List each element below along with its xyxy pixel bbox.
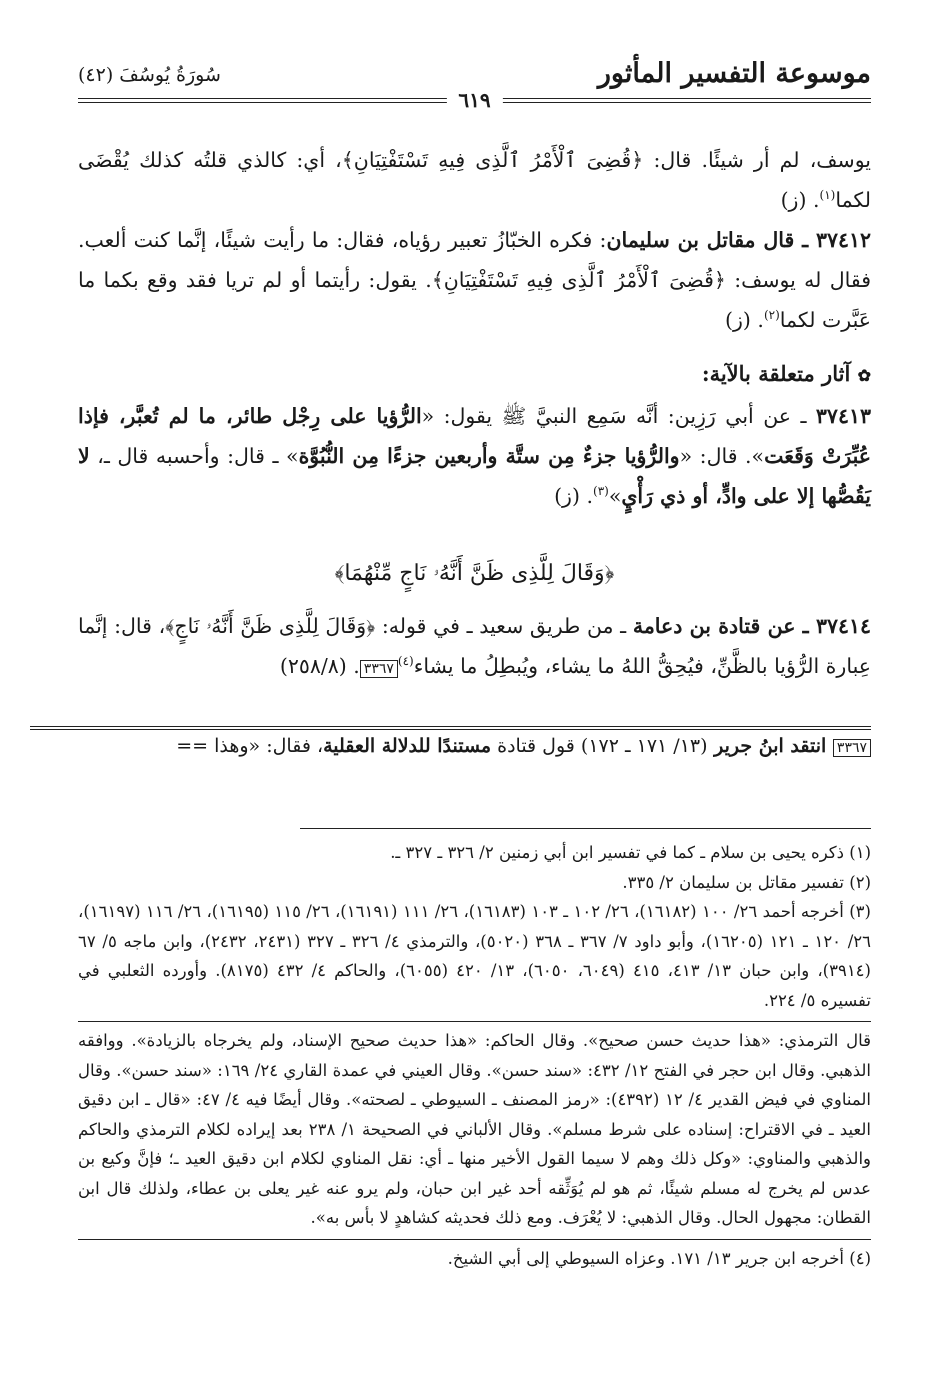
hadith-text: لا يَقُصُّها إلا على وادٍّ، أو ذي رَأْيٍ — [78, 444, 871, 508]
text: ـ من طريق سعيد ـ في قوله: — [375, 614, 633, 638]
source-tag: . (ز) — [554, 484, 593, 508]
commentary-text: (١٣/ ١٧١ ـ ١٧٢) قول قتادة — [491, 735, 708, 757]
heading-text: آثار متعلقة بالآية: — [701, 361, 851, 386]
footnote-3-grading: قال الترمذي: «هذا حديث حسن صحيح». وقال الحاكم: «هذا حديث صحيح الإسناد، ولم يخرجاه بالزيادة». ووافقه الذهبي. وقال ابن حجر في الفتح ١٢/ ٤٣٢: «سند حسن». وقال العيني في عمدة القاري ٢٤/ ١٦٩: «سند حسن». وقال المناوي في فيض القدير ٤/ ١٢ (٤٣٩٢): «رمز المصنف ـ السيوطي ـ لصحته». وقال أيضًا فيه ٤/ ٤٧: «قال ـ ابن دقيق العيد ـ في الاقتراح: إسناده على شرط مسلم». وقال الألباني في الصحيحة ١/ ٢٣٨ بعد إيراده لكلام الترمذي والحاكم والذهبي والمناوي: «وكل ذلك وهم لا سيما القول الأخير منها ـ أي: نقل المناوي لكلام ابن دقيق العيد ـ؛ فإنَّ وكيع بن عدس لم يخرج له مسلم شيئًا، ثم هو لم يُوَثِّقه أحد غير ابن حبان، ولم يرو عنه غير يعلى بن عطاء، ولذلك قال ابن القطان: مجهول الحال. وقال الذهبي: لا يُعْرَف. ومع ذلك فحديثه كشاهدٍ لا بأس به». — [78, 1031, 872, 1227]
section-heading — [78, 354, 871, 396]
commentary — [18, 735, 871, 757]
book-title: موسوعة التفسير المأثور — [597, 58, 871, 89]
commentary-emphasis: مستندًا للدلالة العقلية — [323, 735, 492, 757]
text: : فكره الخبّازُ تعبير رؤياه، فقال: ما رأيت شيئًا، إنَّما كنت ألعب. فقال له يوسف: — [78, 228, 872, 292]
main-text — [78, 140, 871, 689]
text: . يقول: رأيتما أو لم تريا فقد وقع بكما ما عَبَّرت لكما — [78, 268, 871, 332]
text: » — [608, 484, 622, 508]
paragraph-37414 — [78, 606, 871, 689]
footnote-ref-4[interactable]: (٤) — [397, 654, 414, 669]
narrator: ـ عن قتادة بن دعامة — [632, 614, 816, 638]
footnote-4: (٤) أخرجه ابن جرير ١٣/ ١٧١. وعزاه السيوطي إلى أبي الشيخ. — [447, 1248, 871, 1268]
paragraph-37413 — [78, 396, 871, 516]
text: ، قال: إنَّما عِبارة الرُّؤيا بالظَّنِّ، فيُحِقُّ اللهُ ما يشاء، ويُبطِلُ ما يشاء — [78, 614, 871, 678]
footnote-3: (٣) أخرجه أحمد ٢٦/ ١٠٠ (١٦١٨٢)، ٢٦/ ١٠٢ ـ ١٠٣ (١٦١٨٣)، ٢٦/ ١١١ (١٦١٩١)، ٢٦/ ١١٥ (١٦١٩٥)، ٢٦/ ١١٦ (١٦١٩٧)، ٢٦/ ١٢٠ ـ ١٢١ (١٦٢٠٥)، وأبو داود ٧/ ٣٦٧ ـ ٣٦٨ (٥٠٢٠)، والترمذي ٤/ ٣٢٦ ـ ٣٢٧ (٢٤٣١، ٢٤٣٢)، وابن ماجه ٥/ ٦٧ (٣٩١٤)، وابن حبان ١٣/ ٤١٣، ٤١٥ (٦٠٤٩، ٦٠٥٠)، ١٣/ ٤٢٠ (٦٠٥٥)، والحاكم ٤/ ٤٣٢ (٨١٧٥). وأورده الثعلبي في تفسيره ٥/ ٢٢٤. — [78, 902, 871, 1010]
footnote-divider — [78, 1239, 871, 1240]
paragraph-37412 — [78, 220, 871, 340]
footnote-1: (١) ذكره يحيى بن سلام ـ كما في تفسير ابن أبي زمنين ٢/ ٣٢٦ ـ ٣٢٧ ـ. — [390, 843, 871, 862]
hadith-text: الرُّؤيا على رِجْل طائر، ما لم تُعبَّر، فإذا عُبِّرَتْ وَقَعَت — [78, 404, 871, 468]
flower-ornament-icon: ✿ — [857, 366, 871, 385]
commentary-tail: ، فقال: «وهذا == — [176, 735, 324, 757]
commentary-box[interactable]: ٣٣٦٧ — [833, 739, 871, 757]
quran-verse: ﴿قُضِىَ ٱلْأَمْرُ ٱلَّذِى فِيهِ تَسْتَفْتِيَانِ﴾ — [431, 268, 726, 292]
commentary-ref-box[interactable]: ٣٣٦٧ — [360, 660, 398, 678]
text: » ـ قال: وأحسبه قال ـ، — [89, 444, 299, 468]
footnotes — [78, 838, 871, 1273]
hadith-text: والرُّؤيا جزءٌ مِن ستَّة وأربعين جزءًا مِن النُّبُوَّة — [298, 444, 680, 468]
text: ». قال: « — [679, 444, 765, 468]
footnote-divider — [78, 1021, 871, 1022]
footnote-ref-2[interactable]: (٢) — [763, 308, 780, 323]
surah-label: سُورَةُ يُوسُفَ (٤٢) — [78, 64, 221, 86]
commentary-rule — [30, 726, 871, 730]
text: ، أي: كالذي قلتُه كذلك يُقْضَى لكما — [78, 148, 871, 212]
footnote-rule — [300, 828, 871, 829]
entry-number: ٣٧٤١٢ — [815, 228, 871, 252]
text: يوسف، لم أر شيئًا. قال: — [643, 148, 871, 172]
text: ـ عن أبي رَزِين: أنَّه سَمِع النبيَّ ﷺ يقول: « — [421, 404, 816, 428]
entry-number: ٣٧٤١٤ — [815, 614, 872, 638]
page-number: ٦١٩ — [446, 88, 502, 112]
footnote-2: (٢) تفسير مقاتل بن سليمان ٢/ ٣٣٥. — [622, 872, 871, 892]
source-tag: . (ز) — [780, 188, 820, 212]
quran-verse: ﴿قُضِىَ ٱلْأَمْرُ ٱلَّذِى فِيهِ تَسْتَفْتِيَانِ﴾ — [341, 148, 644, 172]
paragraph-1 — [78, 140, 871, 220]
verse-heading: ﴿وَقَالَ لِلَّذِى ظَنَّ أَنَّهُۥ نَاجٍ مِّنْهُمَا﴾ — [334, 561, 615, 586]
quran-verse: ﴿وَقَالَ لِلَّذِى ظَنَّ أَنَّهُۥ نَاجٍ﴾ — [165, 614, 376, 638]
commentary-author: انتقد ابنُ جرير — [707, 735, 833, 757]
footnote-ref-1[interactable]: (١) — [819, 188, 836, 203]
page-header — [78, 58, 871, 120]
narrator: ـ قال مقاتل بن سليمان — [606, 228, 816, 252]
source-tag: . (٢٥٨/٨) — [279, 654, 360, 678]
footnote-ref-3[interactable]: (٣) — [593, 484, 609, 499]
source-tag: . (ز) — [725, 308, 764, 332]
entry-number: ٣٧٤١٣ — [815, 404, 871, 428]
